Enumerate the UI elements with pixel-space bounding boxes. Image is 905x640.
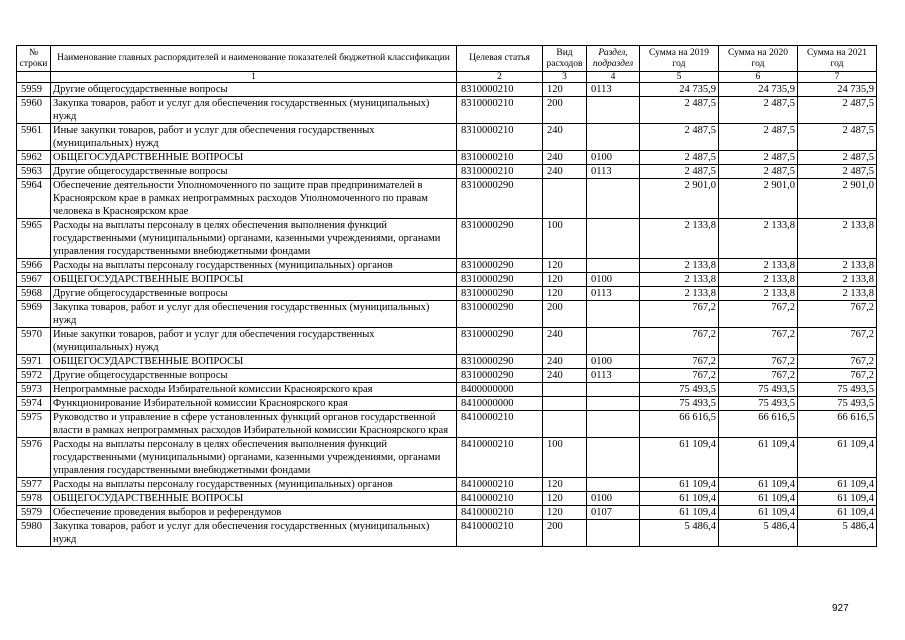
row-section [587, 328, 640, 355]
row-sum-2021: 767,2 [798, 369, 877, 383]
row-sum-2019: 2 487,5 [640, 151, 719, 165]
row-sum-2019: 2 487,5 [640, 97, 719, 124]
row-sum-2020: 767,2 [719, 328, 798, 355]
row-section: 0113 [587, 369, 640, 383]
row-target: 8310000290 [457, 355, 543, 369]
table-row [17, 506, 877, 520]
row-name: Иные закупки товаров, работ и услуг для обеспечения государственных (муниципальных) нужд [51, 124, 457, 151]
row-kind: 120 [543, 492, 587, 506]
row-target: 8310000290 [457, 328, 543, 355]
table-row [17, 151, 877, 165]
header-row [17, 46, 877, 72]
row-sum-2020: 61 109,4 [719, 492, 798, 506]
row-section: 0107 [587, 506, 640, 520]
col-number: 5 [640, 72, 719, 83]
column-numbers-row [17, 72, 877, 83]
row-number: 5980 [17, 520, 51, 547]
table-row [17, 438, 877, 478]
row-target: 8310000290 [457, 219, 543, 259]
row-kind: 120 [543, 506, 587, 520]
row-sum-2019: 2 133,8 [640, 273, 719, 287]
row-name: ОБЩЕГОСУДАРСТВЕННЫЕ ВОПРОСЫ [51, 355, 457, 369]
row-sum-2019: 767,2 [640, 355, 719, 369]
row-number: 5964 [17, 179, 51, 219]
row-name: ОБЩЕГОСУДАРСТВЕННЫЕ ВОПРОСЫ [51, 151, 457, 165]
row-number: 5979 [17, 506, 51, 520]
row-section [587, 97, 640, 124]
row-sum-2019: 2 901,0 [640, 179, 719, 219]
header-section: Раздел, подраздел [587, 46, 640, 72]
row-kind: 200 [543, 97, 587, 124]
row-sum-2021: 767,2 [798, 328, 877, 355]
row-target: 8310000290 [457, 273, 543, 287]
row-number: 5971 [17, 355, 51, 369]
row-section: 0100 [587, 355, 640, 369]
row-number: 5970 [17, 328, 51, 355]
row-section [587, 219, 640, 259]
row-sum-2020: 61 109,4 [719, 506, 798, 520]
row-number: 5977 [17, 478, 51, 492]
row-sum-2019: 2 133,8 [640, 219, 719, 259]
row-kind: 240 [543, 165, 587, 179]
row-kind: 200 [543, 301, 587, 328]
row-section [587, 438, 640, 478]
row-section: 0100 [587, 273, 640, 287]
row-name: Закупка товаров, работ и услуг для обеспечения государственных (муниципальных) нужд [51, 301, 457, 328]
row-name: Другие общегосударственные вопросы [51, 287, 457, 301]
row-section: 0113 [587, 165, 640, 179]
row-target: 8410000000 [457, 397, 543, 411]
col-number: 7 [798, 72, 877, 83]
row-sum-2020: 767,2 [719, 369, 798, 383]
row-section [587, 124, 640, 151]
row-section [587, 383, 640, 397]
row-kind: 240 [543, 124, 587, 151]
row-sum-2019: 61 109,4 [640, 478, 719, 492]
row-sum-2020: 2 487,5 [719, 151, 798, 165]
row-kind: 240 [543, 355, 587, 369]
row-kind [543, 397, 587, 411]
col-number: 2 [457, 72, 543, 83]
table-row [17, 287, 877, 301]
row-name: Обеспечение деятельности Уполномоченного по защите прав предпринимателей в Красноярском крае в рамках непрограммных расходов Уполномоченного по правам человека в Красноярском крае [51, 179, 457, 219]
row-sum-2019: 767,2 [640, 301, 719, 328]
row-kind: 240 [543, 369, 587, 383]
row-sum-2021: 61 109,4 [798, 438, 877, 478]
row-kind: 240 [543, 328, 587, 355]
row-number: 5974 [17, 397, 51, 411]
header-sum-2020: Сумма на 2020 год [719, 46, 798, 72]
row-target: 8310000210 [457, 151, 543, 165]
header-sum-2021: Сумма на 2021 год [798, 46, 877, 72]
row-kind [543, 411, 587, 438]
row-number: 5972 [17, 369, 51, 383]
table-row [17, 397, 877, 411]
row-sum-2021: 2 487,5 [798, 124, 877, 151]
row-kind: 120 [543, 478, 587, 492]
row-name: Другие общегосударственные вопросы [51, 83, 457, 97]
row-name: Руководство и управление в сфере установленных функций органов государственной власти в рамках непрограммных расходов Избирательной комиссии Красноярского края [51, 411, 457, 438]
budget-table [16, 45, 877, 547]
row-name: ОБЩЕГОСУДАРСТВЕННЫЕ ВОПРОСЫ [51, 492, 457, 506]
row-sum-2021: 767,2 [798, 355, 877, 369]
row-target: 8310000290 [457, 287, 543, 301]
row-sum-2019: 61 109,4 [640, 492, 719, 506]
header-target: Целевая статья [457, 46, 543, 72]
row-sum-2021: 61 109,4 [798, 478, 877, 492]
header-sum-2019: Сумма на 2019 год [640, 46, 719, 72]
row-sum-2020: 75 493,5 [719, 397, 798, 411]
row-section [587, 520, 640, 547]
row-sum-2019: 767,2 [640, 369, 719, 383]
row-sum-2020: 2 487,5 [719, 97, 798, 124]
row-sum-2019: 61 109,4 [640, 506, 719, 520]
row-sum-2021: 66 616,5 [798, 411, 877, 438]
table-row [17, 165, 877, 179]
row-sum-2021: 2 133,8 [798, 273, 877, 287]
table-row [17, 97, 877, 124]
row-sum-2020: 61 109,4 [719, 478, 798, 492]
row-target: 8310000290 [457, 301, 543, 328]
row-section [587, 301, 640, 328]
row-sum-2019: 2 487,5 [640, 165, 719, 179]
row-kind: 100 [543, 438, 587, 478]
row-section [587, 411, 640, 438]
row-sum-2019: 61 109,4 [640, 438, 719, 478]
row-target: 8310000210 [457, 97, 543, 124]
row-kind: 120 [543, 273, 587, 287]
row-sum-2020: 2 133,8 [719, 287, 798, 301]
row-number: 5965 [17, 219, 51, 259]
table-header [17, 46, 877, 83]
col-number: 4 [587, 72, 640, 83]
table-row [17, 328, 877, 355]
row-sum-2020: 66 616,5 [719, 411, 798, 438]
row-kind [543, 383, 587, 397]
row-sum-2021: 2 487,5 [798, 165, 877, 179]
row-sum-2020: 61 109,4 [719, 438, 798, 478]
row-section: 0100 [587, 492, 640, 506]
row-name: Иные закупки товаров, работ и услуг для обеспечения государственных (муниципальных) нужд [51, 328, 457, 355]
row-kind: 200 [543, 520, 587, 547]
row-number: 5978 [17, 492, 51, 506]
table-row [17, 219, 877, 259]
row-number: 5967 [17, 273, 51, 287]
table-row [17, 383, 877, 397]
col-number: 3 [543, 72, 587, 83]
table-row [17, 124, 877, 151]
table-row [17, 301, 877, 328]
col-number: 6 [719, 72, 798, 83]
table-row [17, 273, 877, 287]
row-sum-2020: 2 133,8 [719, 219, 798, 259]
row-sum-2021: 2 133,8 [798, 219, 877, 259]
row-kind: 120 [543, 259, 587, 273]
row-sum-2020: 2 487,5 [719, 165, 798, 179]
row-sum-2020: 767,2 [719, 355, 798, 369]
row-target: 8310000290 [457, 369, 543, 383]
row-number: 5963 [17, 165, 51, 179]
table-row [17, 520, 877, 547]
row-sum-2020: 75 493,5 [719, 383, 798, 397]
row-name: Расходы на выплаты персоналу государственных (муниципальных) органов [51, 478, 457, 492]
header-kind: Вид расходов [543, 46, 587, 72]
row-kind: 120 [543, 83, 587, 97]
row-sum-2020: 2 487,5 [719, 124, 798, 151]
row-number: 5975 [17, 411, 51, 438]
row-target: 8410000210 [457, 506, 543, 520]
row-number: 5961 [17, 124, 51, 151]
row-sum-2021: 2 133,8 [798, 259, 877, 273]
row-kind: 100 [543, 219, 587, 259]
row-target: 8410000210 [457, 411, 543, 438]
row-number: 5959 [17, 83, 51, 97]
row-number: 5969 [17, 301, 51, 328]
row-target: 8410000210 [457, 492, 543, 506]
row-sum-2021: 767,2 [798, 301, 877, 328]
row-sum-2020: 24 735,9 [719, 83, 798, 97]
row-target: 8400000000 [457, 383, 543, 397]
row-number: 5968 [17, 287, 51, 301]
header-row-no: № строки [17, 46, 51, 72]
row-sum-2019: 75 493,5 [640, 383, 719, 397]
row-sum-2019: 66 616,5 [640, 411, 719, 438]
col-number [17, 72, 51, 83]
row-target: 8310000210 [457, 124, 543, 151]
row-name: ОБЩЕГОСУДАРСТВЕННЫЕ ВОПРОСЫ [51, 273, 457, 287]
row-target: 8310000290 [457, 259, 543, 273]
table-row [17, 83, 877, 97]
row-section: 0113 [587, 287, 640, 301]
table-row [17, 355, 877, 369]
row-target: 8310000210 [457, 83, 543, 97]
row-name: Расходы на выплаты персоналу в целях обеспечения выполнения функций государственными (муниципальными) органами, казенными учреждениями, органами управления государственными внебюджетными фондами [51, 438, 457, 478]
table-row [17, 492, 877, 506]
table-row [17, 179, 877, 219]
row-sum-2019: 24 735,9 [640, 83, 719, 97]
table-row [17, 259, 877, 273]
row-sum-2020: 2 133,8 [719, 259, 798, 273]
row-section [587, 478, 640, 492]
row-sum-2019: 2 487,5 [640, 124, 719, 151]
page-number: 927 [832, 603, 849, 614]
row-sum-2019: 2 133,8 [640, 259, 719, 273]
row-name: Другие общегосударственные вопросы [51, 165, 457, 179]
row-name: Закупка товаров, работ и услуг для обеспечения государственных (муниципальных) нужд [51, 520, 457, 547]
row-target: 8410000210 [457, 478, 543, 492]
row-number: 5973 [17, 383, 51, 397]
row-name: Непрограммные расходы Избирательной комиссии Красноярского края [51, 383, 457, 397]
table-row [17, 369, 877, 383]
row-sum-2019: 2 133,8 [640, 287, 719, 301]
row-sum-2020: 2 901,0 [719, 179, 798, 219]
table-row [17, 478, 877, 492]
row-section: 0100 [587, 151, 640, 165]
table-row [17, 411, 877, 438]
col-number: 1 [51, 72, 457, 83]
row-sum-2021: 2 133,8 [798, 287, 877, 301]
row-number: 5962 [17, 151, 51, 165]
table-body [17, 83, 877, 547]
row-sum-2019: 5 486,4 [640, 520, 719, 547]
row-section: 0113 [587, 83, 640, 97]
row-number: 5976 [17, 438, 51, 478]
row-name: Расходы на выплаты персоналу в целях обеспечения выполнения функций государственными (муниципальными) органами, казенными учреждениями, органами управления государственными внебюджетными фондами [51, 219, 457, 259]
row-sum-2019: 75 493,5 [640, 397, 719, 411]
row-name: Расходы на выплаты персоналу государственных (муниципальных) органов [51, 259, 457, 273]
row-sum-2021: 61 109,4 [798, 506, 877, 520]
row-section [587, 259, 640, 273]
row-kind: 240 [543, 151, 587, 165]
row-kind [543, 179, 587, 219]
row-sum-2021: 24 735,9 [798, 83, 877, 97]
row-name: Функционирование Избирательной комиссии Красноярского края [51, 397, 457, 411]
row-sum-2019: 767,2 [640, 328, 719, 355]
row-section [587, 179, 640, 219]
row-sum-2020: 2 133,8 [719, 273, 798, 287]
row-sum-2020: 767,2 [719, 301, 798, 328]
row-section [587, 397, 640, 411]
row-target: 8410000210 [457, 520, 543, 547]
row-sum-2021: 2 487,5 [798, 151, 877, 165]
row-name: Обеспечение проведения выборов и референдумов [51, 506, 457, 520]
row-number: 5966 [17, 259, 51, 273]
row-target: 8310000210 [457, 165, 543, 179]
row-name: Другие общегосударственные вопросы [51, 369, 457, 383]
row-number: 5960 [17, 97, 51, 124]
row-sum-2020: 5 486,4 [719, 520, 798, 547]
row-target: 8310000290 [457, 179, 543, 219]
row-sum-2021: 61 109,4 [798, 492, 877, 506]
row-sum-2021: 2 487,5 [798, 97, 877, 124]
row-name: Закупка товаров, работ и услуг для обеспечения государственных (муниципальных) нужд [51, 97, 457, 124]
row-target: 8410000210 [457, 438, 543, 478]
row-sum-2021: 75 493,5 [798, 397, 877, 411]
row-sum-2021: 5 486,4 [798, 520, 877, 547]
header-name: Наименование главных распорядителей и наименование показателей бюджетной классификации [51, 46, 457, 72]
row-kind: 120 [543, 287, 587, 301]
row-sum-2021: 2 901,0 [798, 179, 877, 219]
row-sum-2021: 75 493,5 [798, 383, 877, 397]
